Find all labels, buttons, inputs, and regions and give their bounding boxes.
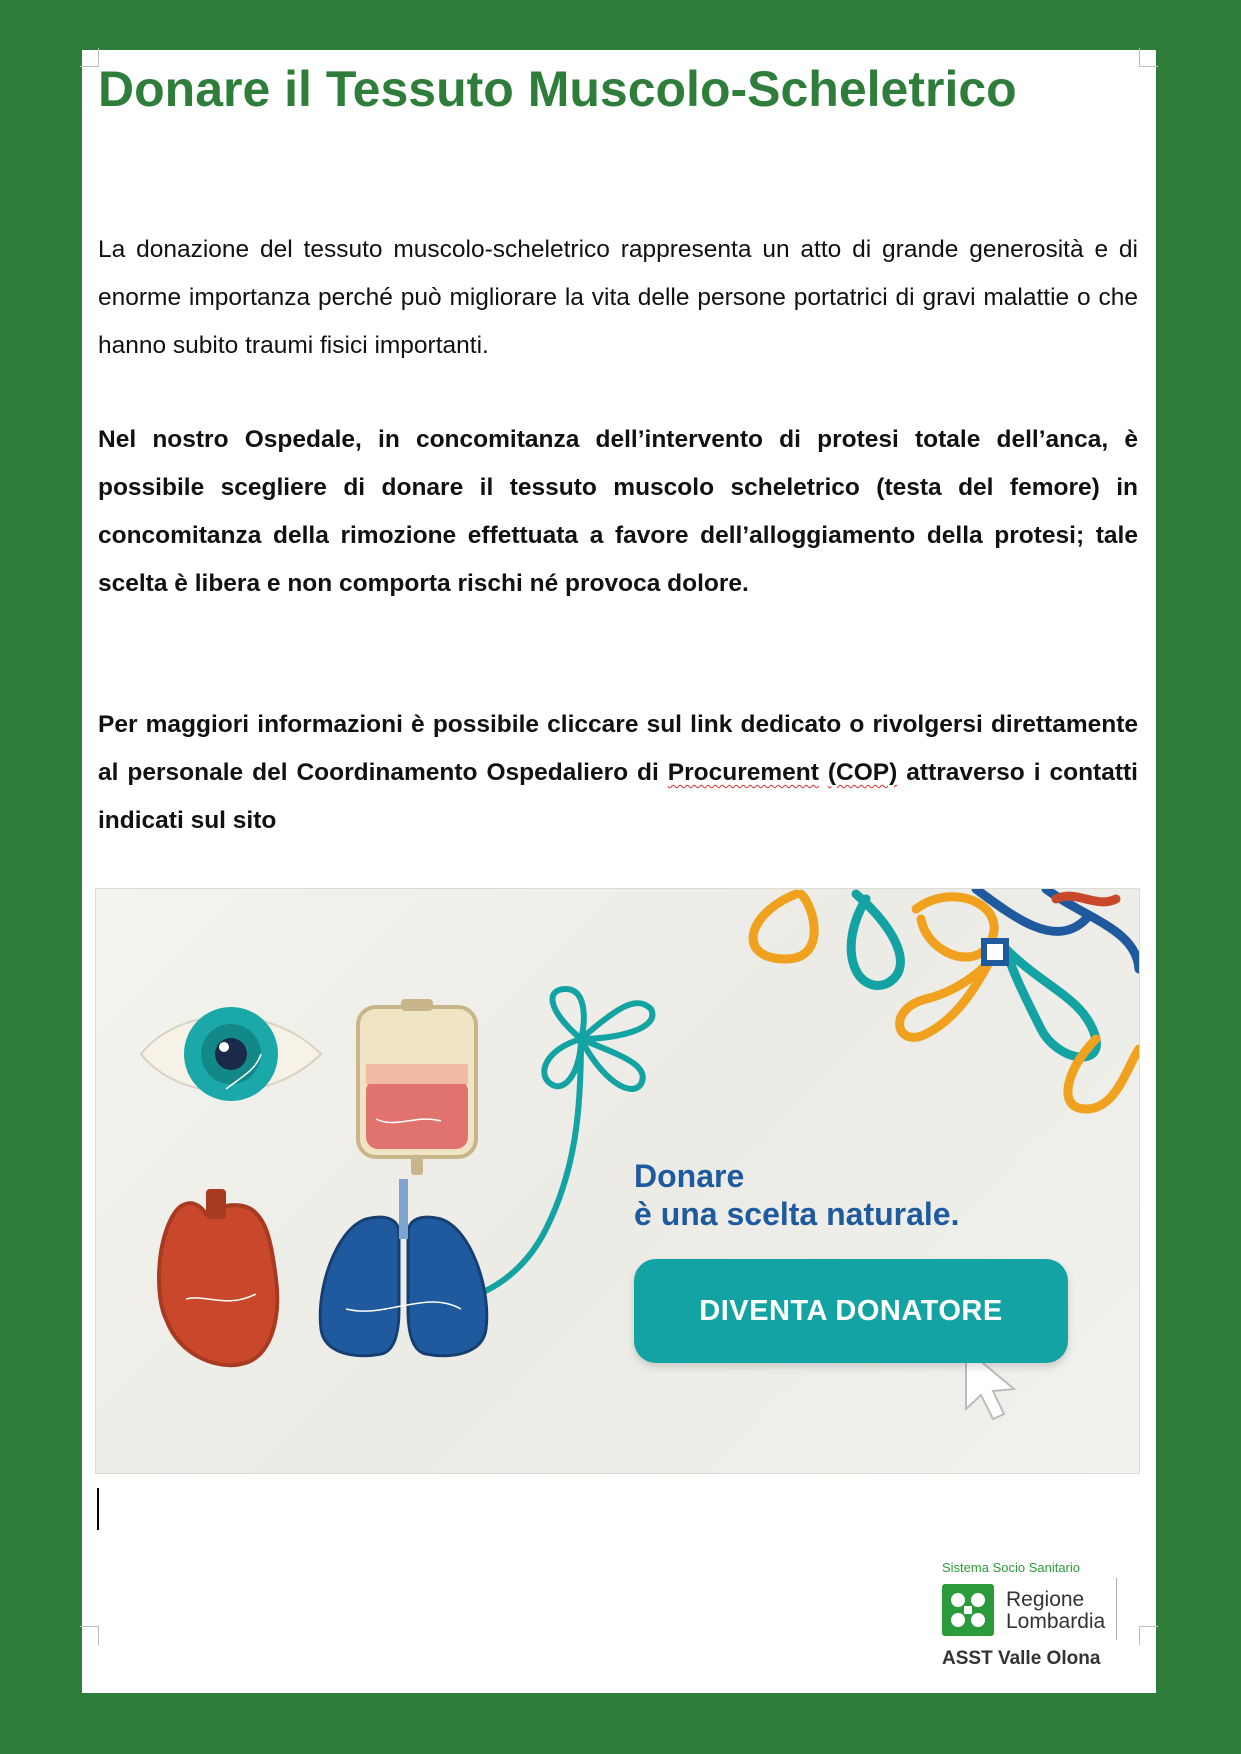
spellcheck-word: (COP) — [827, 759, 898, 786]
paragraph-info — [98, 701, 1138, 845]
lombardia-rose-icon — [942, 1584, 994, 1636]
flower-ribbon-icon — [466, 989, 652, 1299]
logo-divider — [1116, 1578, 1117, 1640]
blood-bag-icon — [358, 999, 476, 1175]
logo-asst-text: ASST Valle Olona — [942, 1648, 1101, 1669]
banner-headline-line2: è una scelta naturale. — [634, 1196, 960, 1232]
lungs-icon — [320, 1179, 487, 1356]
paragraph-hospital: Nel nostro Ospedale, in concomitanza dell’intervento di protesi totale dell’anca, è possibile scegliere di donare il tessuto muscolo scheletrico (testa del femore) in concomitanza della rimozione effettuata a favore dell’alloggiamento della protesi; tale scelta è libera e non comporta rischi né provoca dolore. — [98, 426, 1138, 597]
eye-icon — [141, 1007, 321, 1101]
regione-lombardia-logo — [940, 1560, 1140, 1680]
spellcheck-word: Procurement — [667, 759, 819, 786]
logo-region-line1: Regione — [1006, 1588, 1085, 1611]
text-cursor — [97, 1488, 99, 1530]
page-corner-mark — [80, 48, 99, 67]
banner-headline-line1: Donare — [634, 1158, 745, 1194]
banner-headline — [634, 1157, 959, 1233]
paragraph-intro: La donazione del tessuto muscolo-scheletrico rappresenta un atto di grande generosità e di enorme importanza perché può migliorare la vita delle persone portatrici di gravi malattie o che hanno subito traumi fisici importanti. — [98, 236, 1138, 359]
paragraph-info-text: attraverso i contatti indicati sul sito — [98, 759, 1138, 834]
paragraph-info-text — [819, 759, 828, 786]
become-donor-button[interactable]: DIVENTA DONATORE — [634, 1259, 1068, 1363]
banner-illustration — [96, 889, 1139, 1473]
document-page — [82, 50, 1156, 1693]
page-corner-mark — [80, 1626, 99, 1645]
logo-system-text: Sistema Socio Sanitario — [942, 1560, 1081, 1575]
logo-region-line2: Lombardia — [1006, 1610, 1106, 1633]
flower-ribbon-icon — [753, 889, 1139, 1109]
heart-icon — [159, 1189, 277, 1365]
page-title: Donare il Tessuto Muscolo-Scheletrico — [98, 61, 1017, 117]
page-corner-mark — [1139, 48, 1158, 67]
page-corner-mark — [1139, 1626, 1158, 1645]
donation-banner[interactable] — [95, 888, 1140, 1474]
paragraph-info-text: Per maggiori informazioni è possibile cliccare sul link dedicato o rivolgersi direttamente al personale del Coordinamento Ospedaliero di — [98, 711, 1138, 786]
